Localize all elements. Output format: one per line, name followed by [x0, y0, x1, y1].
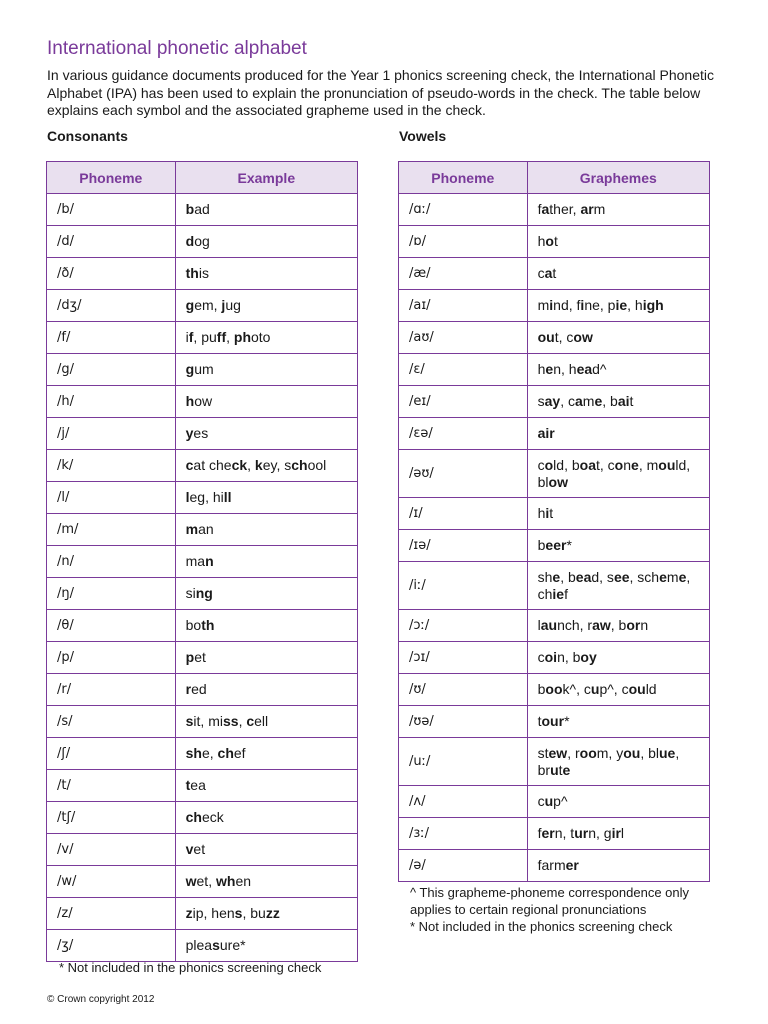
table-row: [399, 610, 710, 642]
table-row: [47, 322, 358, 354]
phoneme-cell: /ʃ/: [47, 738, 176, 770]
phoneme-cell: /ð/: [47, 258, 176, 290]
phoneme-cell: /ɔɪ/: [399, 642, 528, 674]
example-cell: father, arm: [527, 194, 709, 226]
example-cell: leg, hill: [175, 482, 357, 514]
table-header-row: [47, 162, 358, 194]
table-row: [399, 786, 710, 818]
table-row: [399, 674, 710, 706]
table-row: [47, 610, 358, 642]
example-cell: man: [175, 514, 357, 546]
phoneme-cell: /ɜː/: [399, 818, 528, 850]
table-row: [47, 866, 358, 898]
table-row: [47, 290, 358, 322]
phoneme-cell: /g/: [47, 354, 176, 386]
example-cell: beer*: [527, 530, 709, 562]
phoneme-cell: /iː/: [399, 562, 528, 610]
phoneme-cell: /aʊ/: [399, 322, 528, 354]
vowels-table: [398, 161, 710, 882]
example-cell: mind, fine, pie, high: [527, 290, 709, 322]
phoneme-cell: /aɪ/: [399, 290, 528, 322]
example-cell: hit: [527, 498, 709, 530]
phoneme-cell: /w/: [47, 866, 176, 898]
page-title: International phonetic alphabet: [47, 38, 307, 59]
table-row: [399, 818, 710, 850]
table-row: [47, 258, 358, 290]
phoneme-cell: /ɛ/: [399, 354, 528, 386]
example-cell: fern, turn, girl: [527, 818, 709, 850]
table-row: [47, 674, 358, 706]
column-header-example: Example: [175, 162, 357, 194]
phoneme-cell: /d/: [47, 226, 176, 258]
table-row: [399, 706, 710, 738]
phoneme-cell: /z/: [47, 898, 176, 930]
column-header-phoneme: Phoneme: [399, 162, 528, 194]
phoneme-cell: /ɒ/: [399, 226, 528, 258]
example-cell: red: [175, 674, 357, 706]
phoneme-cell: /l/: [47, 482, 176, 514]
table-row: [399, 562, 710, 610]
example-cell: yes: [175, 418, 357, 450]
table-row: [47, 482, 358, 514]
table-row: [47, 834, 358, 866]
consonants-footnote: * Not included in the phonics screening check: [59, 960, 322, 975]
table-header-row: [399, 162, 710, 194]
table-row: [399, 322, 710, 354]
phoneme-cell: /j/: [47, 418, 176, 450]
example-cell: say, came, bait: [527, 386, 709, 418]
phoneme-cell: /t/: [47, 770, 176, 802]
example-cell: hot: [527, 226, 709, 258]
example-cell: how: [175, 386, 357, 418]
table-row: [399, 738, 710, 786]
example-cell: cup^: [527, 786, 709, 818]
example-cell: cat: [527, 258, 709, 290]
phoneme-cell: /uː/: [399, 738, 528, 786]
table-row: [399, 290, 710, 322]
table-row: [399, 354, 710, 386]
consonants-heading: Consonants: [47, 128, 128, 144]
phoneme-cell: /æ/: [399, 258, 528, 290]
phoneme-cell: /ʊ/: [399, 674, 528, 706]
phoneme-cell: /ʒ/: [47, 930, 176, 962]
table-row: [47, 386, 358, 418]
table-row: [399, 498, 710, 530]
example-cell: dog: [175, 226, 357, 258]
example-cell: she, chef: [175, 738, 357, 770]
phoneme-cell: /θ/: [47, 610, 176, 642]
example-cell: wet, when: [175, 866, 357, 898]
table-row: [399, 642, 710, 674]
table-row: [47, 418, 358, 450]
table-row: [47, 194, 358, 226]
example-cell: man: [175, 546, 357, 578]
example-cell: both: [175, 610, 357, 642]
phoneme-cell: /ɑː/: [399, 194, 528, 226]
example-cell: this: [175, 258, 357, 290]
example-cell: book^, cup^, could: [527, 674, 709, 706]
example-cell: bad: [175, 194, 357, 226]
example-cell: out, cow: [527, 322, 709, 354]
example-cell: gum: [175, 354, 357, 386]
example-cell: she, bead, see, scheme, chief: [527, 562, 709, 610]
phoneme-cell: /tʃ/: [47, 802, 176, 834]
table-row: [399, 258, 710, 290]
phoneme-cell: /v/: [47, 834, 176, 866]
phoneme-cell: /r/: [47, 674, 176, 706]
table-row: [47, 738, 358, 770]
phoneme-cell: /s/: [47, 706, 176, 738]
example-cell: pet: [175, 642, 357, 674]
example-cell: pleasure*: [175, 930, 357, 962]
copyright-notice: © Crown copyright 2012: [47, 994, 155, 1005]
example-cell: zip, hens, buzz: [175, 898, 357, 930]
example-cell: hen, head^: [527, 354, 709, 386]
screening-footnote: * Not included in the phonics screening check: [410, 919, 673, 934]
table-row: [47, 706, 358, 738]
consonants-table-body: [47, 194, 358, 962]
phoneme-cell: /b/: [47, 194, 176, 226]
column-header-graphemes: Graphemes: [527, 162, 709, 194]
consonants-table: [46, 161, 358, 962]
vowels-heading: Vowels: [399, 128, 447, 144]
phoneme-cell: /ŋ/: [47, 578, 176, 610]
phoneme-cell: /m/: [47, 514, 176, 546]
table-row: [47, 802, 358, 834]
phoneme-cell: /eɪ/: [399, 386, 528, 418]
table-row: [47, 354, 358, 386]
example-cell: sing: [175, 578, 357, 610]
example-cell: air: [527, 418, 709, 450]
table-row: [47, 898, 358, 930]
phoneme-cell: /ʊə/: [399, 706, 528, 738]
example-cell: tea: [175, 770, 357, 802]
table-row: [47, 226, 358, 258]
phoneme-cell: /ɛə/: [399, 418, 528, 450]
example-cell: stew, room, you, blue, brute: [527, 738, 709, 786]
phoneme-cell: /k/: [47, 450, 176, 482]
phoneme-cell: /ɪə/: [399, 530, 528, 562]
intro-paragraph: In various guidance documents produced for the Year 1 phonics screening check, the International Phonetic Alphabet (IPA) has been used to explain the pronunciation of pseudo-words in the check. The table below explains each symbol and the associated grapheme used in the check.: [47, 67, 714, 118]
phoneme-cell: /ə/: [399, 850, 528, 882]
example-cell: cold, boat, cone, mould, blow: [527, 450, 709, 498]
table-row: [399, 194, 710, 226]
phoneme-cell: /ɔː/: [399, 610, 528, 642]
table-row: [47, 514, 358, 546]
example-cell: farmer: [527, 850, 709, 882]
phoneme-cell: /n/: [47, 546, 176, 578]
table-row: [399, 386, 710, 418]
example-cell: tour*: [527, 706, 709, 738]
table-row: [47, 578, 358, 610]
phoneme-cell: /p/: [47, 642, 176, 674]
phoneme-cell: /ɪ/: [399, 498, 528, 530]
example-cell: cat check, key, school: [175, 450, 357, 482]
phoneme-cell: /f/: [47, 322, 176, 354]
table-row: [399, 418, 710, 450]
example-cell: launch, raw, born: [527, 610, 709, 642]
table-row: [47, 642, 358, 674]
vowels-footnotes: [410, 884, 710, 935]
table-row: [47, 450, 358, 482]
table-row: [399, 530, 710, 562]
example-cell: sit, miss, cell: [175, 706, 357, 738]
vowels-table-body: [399, 194, 710, 882]
example-cell: coin, boy: [527, 642, 709, 674]
phoneme-cell: /h/: [47, 386, 176, 418]
example-cell: vet: [175, 834, 357, 866]
example-cell: gem, jug: [175, 290, 357, 322]
phoneme-cell: /ʌ/: [399, 786, 528, 818]
table-row: [47, 770, 358, 802]
table-row: [399, 226, 710, 258]
table-row: [399, 850, 710, 882]
example-cell: check: [175, 802, 357, 834]
table-row: [47, 546, 358, 578]
table-row: [47, 930, 358, 962]
phoneme-cell: /dʒ/: [47, 290, 176, 322]
example-cell: if, puff, photo: [175, 322, 357, 354]
column-header-phoneme: Phoneme: [47, 162, 176, 194]
table-row: [399, 450, 710, 498]
regional-footnote: ^ This grapheme-phoneme correspondence only applies to certain regional pronunciations: [410, 885, 690, 917]
phoneme-cell: /əʊ/: [399, 450, 528, 498]
